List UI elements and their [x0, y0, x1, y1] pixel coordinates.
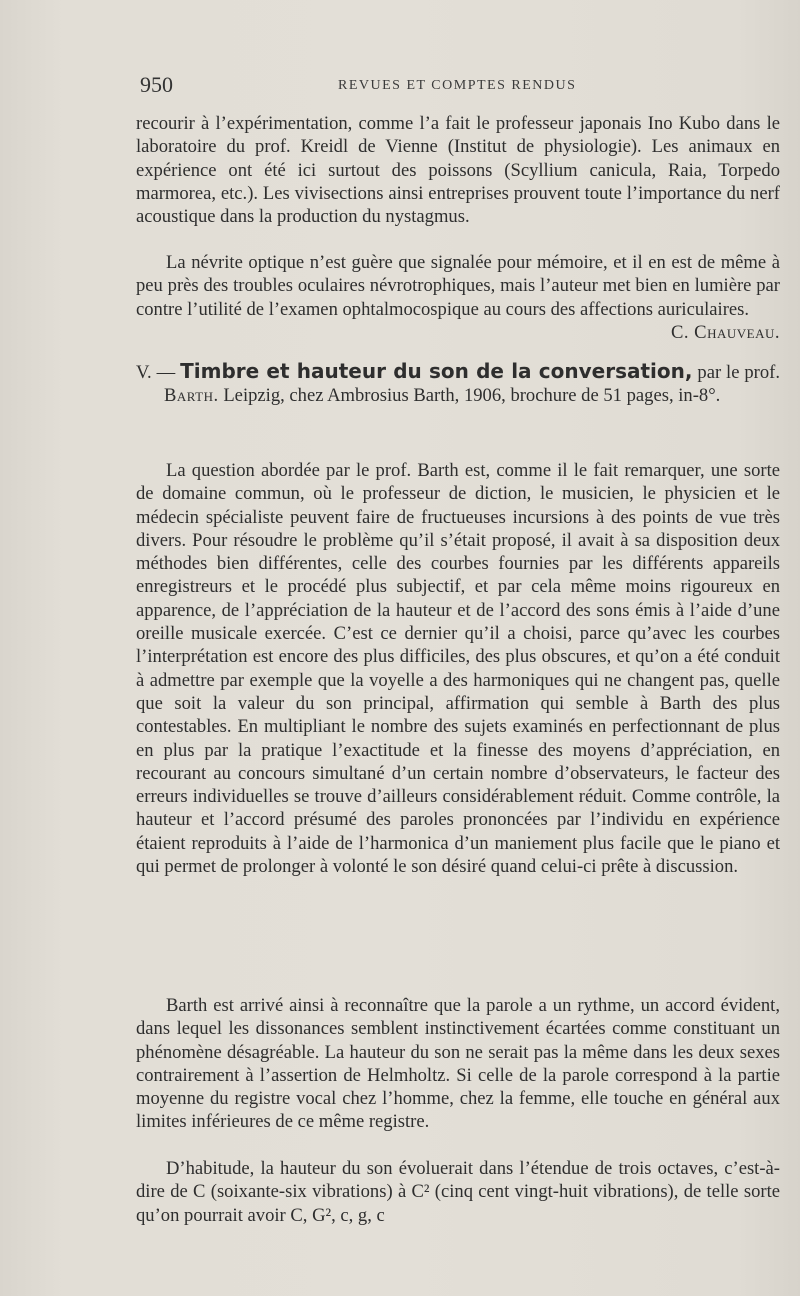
paragraph-optic-neuritis [136, 251, 780, 344]
paragraph-text: recourir à l’expérimentation, comme l’a fait le professeur japonais Ino Kubo dans le laboratoire du prof. Kreidl de Vienne (Institut de physiologie). Les animaux en expérience ont été ici surtout des poissons (Scyllium canicula, Raia, Torpedo marmorea, etc.). Les vivisections ainsi entreprises prouvent toute l’importance du nerf acoustique dans la production du nystagmus. [136, 113, 780, 228]
review-by: par le prof. [697, 362, 780, 383]
paragraph-method [136, 459, 780, 878]
paragraph-octaves [136, 1157, 780, 1227]
page-number: 950 [140, 72, 173, 97]
paragraph-body: La névrite optique n’est guère que signalée pour mémoire, et il en est de même à peu près des troubles oculaires névrotrophiques, mais l’auteur met bien en lumière par contre l’utilité de l’examen ophtalmocospique au cours des affections auriculaires. [136, 252, 780, 320]
review-publication: Leipzig, chez Ambrosius Barth, 1906, brochure de 51 pages, in-8°. [223, 385, 721, 407]
paragraph-text: Barth est arrivé ainsi à reconnaître que la parole a un rythme, un accord évident, dans lequel les dissonances semblent instinctivement écartées comme constituant un phénomène désagréable. La hauteur du son ne serait pas la même dans les deux sexes contrairement à l’assertion de Helmholtz. Si celle de la parole correspond à la partie moyenne du registre vocal chez l’homme, chez la femme, elle touche en général aux limites inférieures de ce même registre. [136, 995, 780, 1133]
paragraph-text [136, 251, 780, 343]
paragraph-rhythm [136, 994, 780, 1134]
review-number: V. — [136, 362, 176, 383]
paragraph-text: La question abordée par le prof. Barth est, comme il le fait remarquer, une sorte de domaine commun, où le professeur de diction, le musicien, le physicien et le médecin spécialiste peuvent faire de fructueuses incursions à des points de vue très divers. Pour résoudre le problème qu’il s’était proposé, il avait à sa disposition deux méthodes bien différentes, celle des courbes fournies par les différents appareils enregistreurs et le procédé plus subjectif, et par cela même moins rigoureux en apparence, de l’appréciation de la hauteur et de l’accord des sons émis à l’aide d’une oreille musicale exercée. C’est ce dernier qu’il a choisi, parce qu’avec les courbes l’interprétation est encore des plus difficiles, des plus obscures, et qu’on a été conduit à admettre par exemple que la voyelle a des harmoniques qui ne changent pas, quelle que soit la valeur du son principal, affirmation qui semble à Barth des plus contestables. En multipliant le nombre des sujets examinés en perfectionnant de plus en plus par la pratique l’exactitude et la finesse des moyens d’appréciation, en recourant au concours simultané d’un certain nombre d’observateurs, le facteur des erreurs individuelles se trouve d’ailleurs considérablement réduit. Comme contrôle, la hauteur et l’accord présumé des paroles prononcées par l’individu en expérience étaient reproduits à l’aide de l’harmonica d’un maniement plus facile que le piano et qui permet de prolonger à volonté le son désiré quand celui-ci prête à discussion. [136, 460, 780, 878]
paragraph-text: D’habitude, la hauteur du son évoluerait dans l’étendue de trois octaves, c’est-à-dire de C (soixante-six vibrations) à C² (cinq cent vingt-huit vibrations), de telle sorte qu’on pourrait avoir C, G², c, g, c [136, 1158, 780, 1226]
review-title: Timbre et hauteur du son de la conversation, [180, 359, 693, 383]
page-header [140, 72, 780, 100]
running-title: REVUES ET COMPTES RENDUS [338, 78, 577, 93]
review-heading [136, 360, 780, 408]
review-author: Barth. [164, 385, 219, 407]
author-signature: C. Chauveau. [670, 321, 780, 343]
paragraph-continuation [136, 112, 780, 228]
review-citation [136, 360, 780, 408]
